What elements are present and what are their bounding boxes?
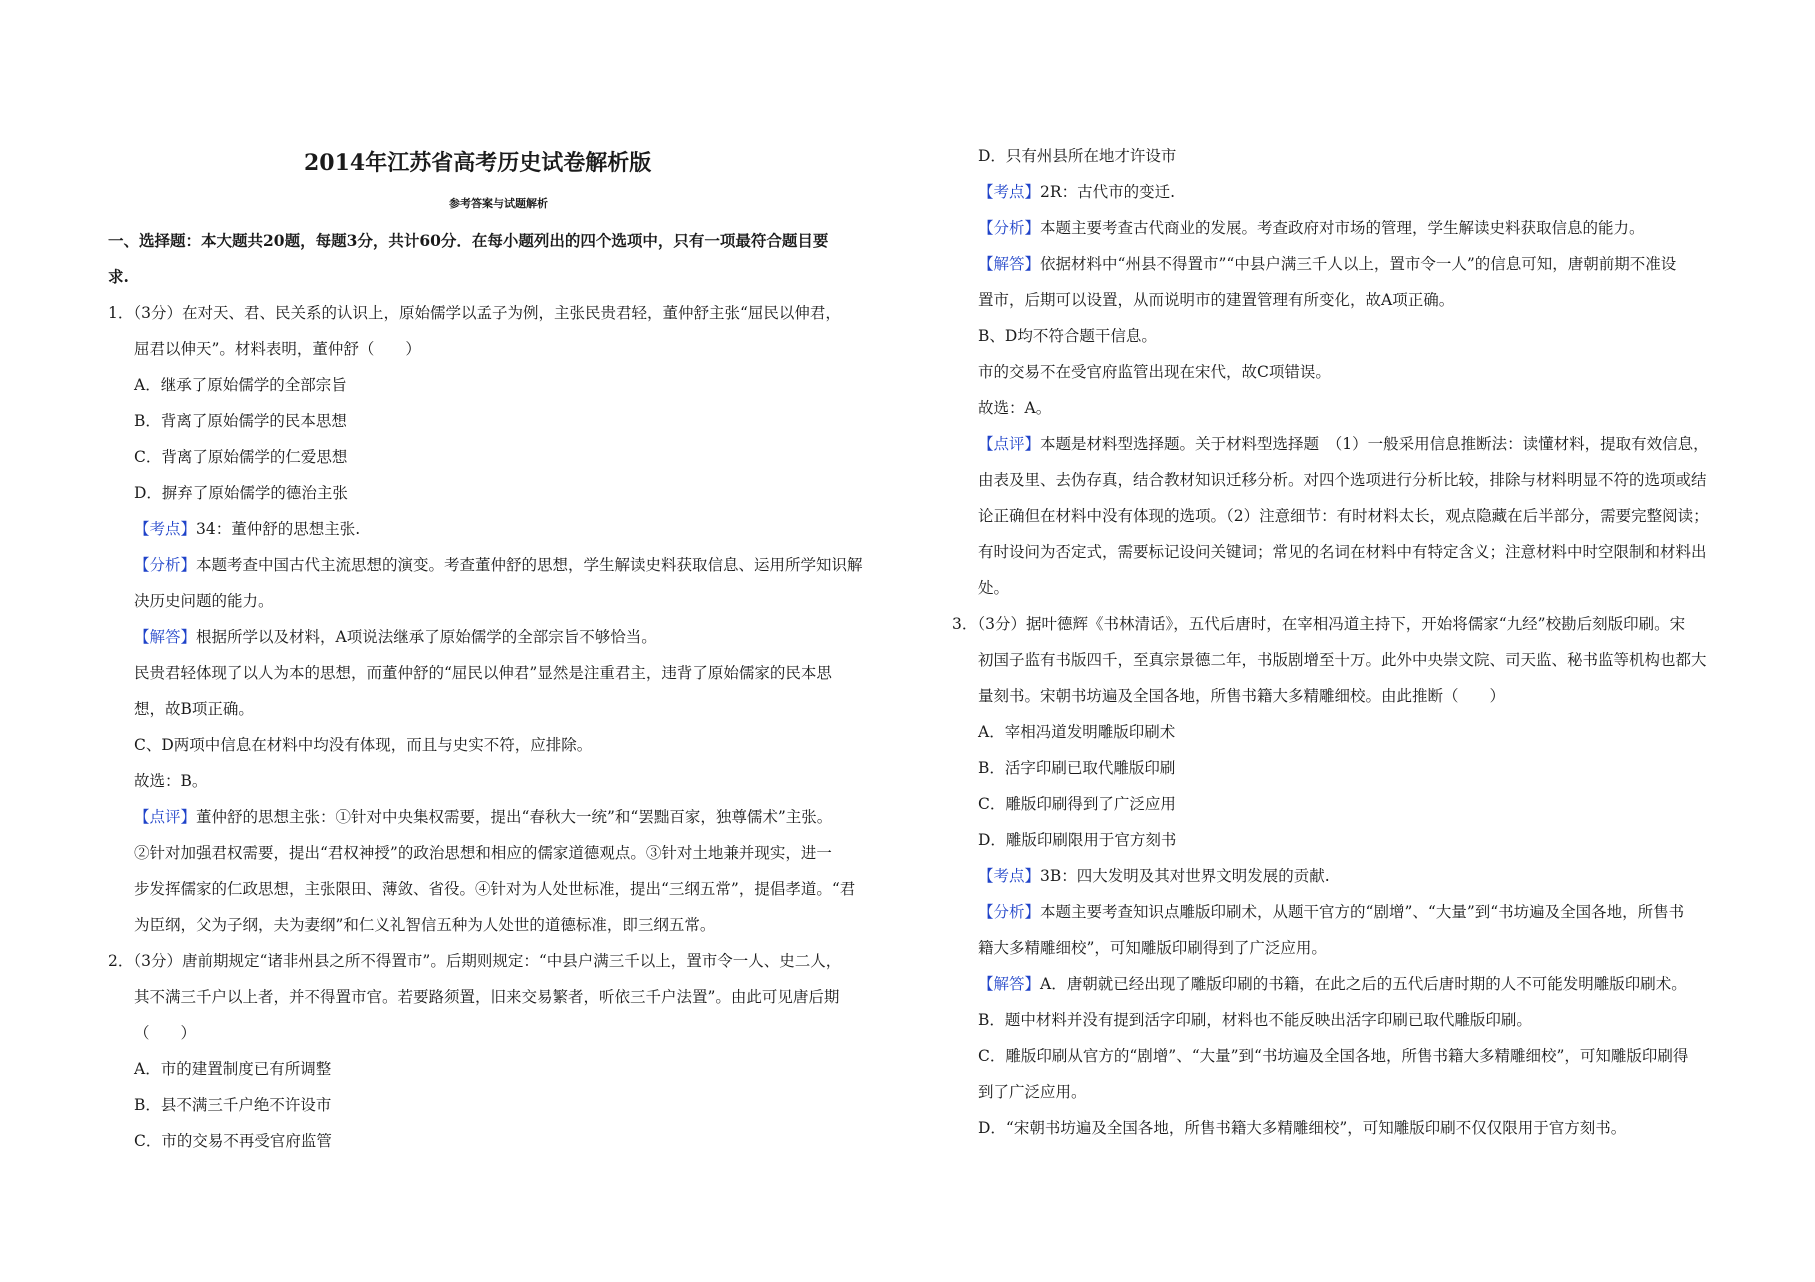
q2-dianping-line: 处。 xyxy=(978,579,1010,597)
fenxi-tag: 【 分析 】 xyxy=(978,219,1040,237)
q1-jieda: 【 解答 】 根据所学以及材料，A项说法继承了原始儒学的全部宗旨不够恰当。 xyxy=(134,627,657,647)
q3-jieda-line: 到了广泛应用。 xyxy=(978,1083,1087,1101)
kaodian-tag: 【 考点 】 xyxy=(978,183,1040,201)
q1-kaodian: 【 考点 】 34：董仲舒的思想主张. xyxy=(134,519,360,539)
q1-option-b: B．背离了原始儒学的民本思想 xyxy=(134,412,347,430)
q1-dianping: 【 点评 】 董仲舒的思想主张：①针对中央集权需要，提出“春秋大一统”和“罢黜百家，独尊儒术”主张。 xyxy=(134,807,832,827)
q3-jieda-line: D．“宋朝书坊遍及全国各地，所售书籍大多精雕细校”，可知雕版印刷不仅仅限用于官方刻书。 xyxy=(978,1119,1627,1137)
q1-jieda-line: 民贵君轻体现了以人为本的思想，而董仲舒的“屈民以伸君”显然是注重君主，违背了原始儒家的民本思 xyxy=(134,664,832,682)
q2-jieda-line: 置市，后期可以设置，从而说明市的建置管理有所变化，故A项正确。 xyxy=(978,291,1455,309)
q1-dianping-line: ②针对加强君权需要，提出“君权神授”的政治思想和相应的儒家道德观点。③针对土地兼并现实，进一 xyxy=(134,844,832,862)
section-heading-cont: 求. xyxy=(108,267,129,286)
q2-jieda-line: 市的交易不在受官府监管出现在宋代，故C项错误。 xyxy=(978,363,1331,381)
fenxi-tag: 【 分析 】 xyxy=(134,556,196,574)
q2-jieda-line: B、D均不符合题干信息。 xyxy=(978,327,1157,345)
q2-stem: 2．（3分）唐前期规定“诸非州县之所不得置市”。后期则规定：“中县户满三千以上，置市令一人、史二人， xyxy=(108,952,842,970)
q3-kaodian: 【 考点 】 3B：四大发明及其对世界文明发展的贡献. xyxy=(978,866,1330,886)
q1-option-a: A．继承了原始儒学的全部宗旨 xyxy=(134,376,347,394)
q2-kaodian: 【 考点 】 2R：古代市的变迁. xyxy=(978,182,1175,202)
q2-stem-cont: 其不满三千户以上者，并不得置市官。若要路须置，旧来交易繁者，听依三千户法置”。由此可见唐后期 xyxy=(134,988,840,1006)
q1-dianping-line: 步发挥儒家的仁政思想，主张限田、薄敛、省役。④针对为人处世标准，提出“三纲五常”，提倡孝道。“君 xyxy=(134,880,856,898)
q1-jieda-line: C、D两项中信息在材料中均没有体现，而且与史实不符，应排除。 xyxy=(134,736,593,754)
q2-stem-cont: （ ） xyxy=(134,1024,197,1042)
q2-dianping-line: 由表及里、去伪存真，结合教材知识迁移分析。对四个选项进行分析比较，排除与材料明显不符的选项或结 xyxy=(978,471,1707,489)
q2-dianping-line: 有时设问为否定式，需要标记设问关键词；常见的名词在材料中有特定含义；注意材料中时空限制和材料出 xyxy=(978,543,1707,561)
q1-fenxi: 【 分析 】 本题考查中国古代主流思想的演变。考查董仲舒的思想，学生解读史料获取信息、运用所学知识解 xyxy=(134,555,863,575)
q2-option-c: C．市的交易不再受官府监管 xyxy=(134,1132,332,1150)
q2-dianping-line: 论正确但在材料中没有体现的选项。（2）注意细节：有时材料太长，观点隐藏在后半部分，需要完整阅读； xyxy=(978,507,1709,525)
q2-fenxi: 【 分析 】 本题主要考查古代商业的发展。考查政府对市场的管理，学生解读史料获取信息的能力。 xyxy=(978,218,1645,238)
q1-stem-cont: 屈君以伸天”。材料表明，董仲舒（ ） xyxy=(134,340,421,358)
q2-answer: 故选：A。 xyxy=(978,399,1052,417)
q3-option-a: A．宰相冯道发明雕版印刷术 xyxy=(978,723,1176,741)
q2-jieda: 【 解答 】 依据材料中“州县不得置市”“中县户满三千人以上，置市令一人”的信息可知，唐朝前期不准设 xyxy=(978,254,1676,274)
q1-dianping-line: 为臣纲，父为子纲，夫为妻纲”和仁义礼智信五种为人处世的道德标准，即三纲五常。 xyxy=(134,916,716,934)
jieda-tag: 【 解答 】 xyxy=(978,255,1040,273)
q1-answer: 故选：B。 xyxy=(134,772,208,790)
q2-dianping: 【 点评 】 本题是材料型选择题。关于材料型选择题 （1）一般采用信息推断法：读懂材料，提取有效信息， xyxy=(978,434,1709,454)
q2-option-d: D．只有州县所在地才许设市 xyxy=(978,147,1177,165)
kaodian-tag: 【 考点 】 xyxy=(978,867,1040,885)
q3-stem-cont: 初国子监有书版四千，至真宗景德二年，书版剧增至十万。此外中央崇文院、司天监、秘书监等机构也都大 xyxy=(978,651,1707,669)
fenxi-tag: 【 分析 】 xyxy=(978,903,1040,921)
q1-fenxi-cont: 决历史问题的能力。 xyxy=(134,592,274,610)
section-heading: 一、选择题：本大题共20题，每题3分，共计60分．在每小题列出的四个选项中，只有一项最符合题目要 xyxy=(108,231,829,250)
dianping-tag: 【 点评 】 xyxy=(978,435,1040,453)
q3-option-b: B．活字印刷已取代雕版印刷 xyxy=(978,759,1176,777)
q3-stem-cont: 量刻书。宋朝书坊遍及全国各地，所售书籍大多精雕细校。由此推断（ ） xyxy=(978,687,1506,705)
q3-jieda-line: C．雕版印刷从官方的“剧增”、“大量”到“书坊遍及全国各地，所售书籍大多精雕细校”，可知雕版印刷得 xyxy=(978,1047,1689,1065)
q3-fenxi: 【 分析 】 本题主要考查知识点雕版印刷术，从题干官方的“剧增”、“大量”到“书坊遍及全国各地，所售书 xyxy=(978,902,1684,922)
q1-stem: 1．（3分）在对天、君、民关系的认识上，原始儒学以孟子为例，主张民贵君轻，董仲舒主张“屈民以伸君， xyxy=(108,304,841,322)
q3-jieda: 【 解答 】 A．唐朝就已经出现了雕版印刷的书籍，在此之后的五代后唐时期的人不可能发明雕版印刷术。 xyxy=(978,974,1687,994)
q3-option-d: D．雕版印刷限用于官方刻书 xyxy=(978,831,1177,849)
q1-option-c: C．背离了原始儒学的仁爱思想 xyxy=(134,448,348,466)
q3-jieda-line: B．题中材料并没有提到活字印刷，材料也不能反映出活字印刷已取代雕版印刷。 xyxy=(978,1011,1532,1029)
doc-title: 2014年江苏省高考历史试卷解析版 xyxy=(304,150,652,176)
q3-fenxi-cont: 籍大多精雕细校”，可知雕版印刷得到了广泛应用。 xyxy=(978,939,1327,957)
q3-option-c: C．雕版印刷得到了广泛应用 xyxy=(978,795,1176,813)
q3-stem: 3．（3分）据叶德辉《书林清话》，五代后唐时，在宰相冯道主持下，开始将儒家“九经”校勘后刻版印刷。宋 xyxy=(952,615,1686,633)
q1-jieda-line: 想，故B项正确。 xyxy=(134,700,254,718)
dianping-tag: 【 点评 】 xyxy=(134,808,196,826)
kaodian-tag: 【 考点 】 xyxy=(134,520,196,538)
jieda-tag: 【 解答 】 xyxy=(134,628,196,646)
q2-option-b: B．县不满三千户绝不许设市 xyxy=(134,1096,332,1114)
doc-subtitle: 参考答案与试题解析 xyxy=(449,197,548,210)
jieda-tag: 【 解答 】 xyxy=(978,975,1040,993)
q2-option-a: A．市的建置制度已有所调整 xyxy=(134,1060,332,1078)
q1-option-d: D．摒弃了原始儒学的德治主张 xyxy=(134,484,348,502)
